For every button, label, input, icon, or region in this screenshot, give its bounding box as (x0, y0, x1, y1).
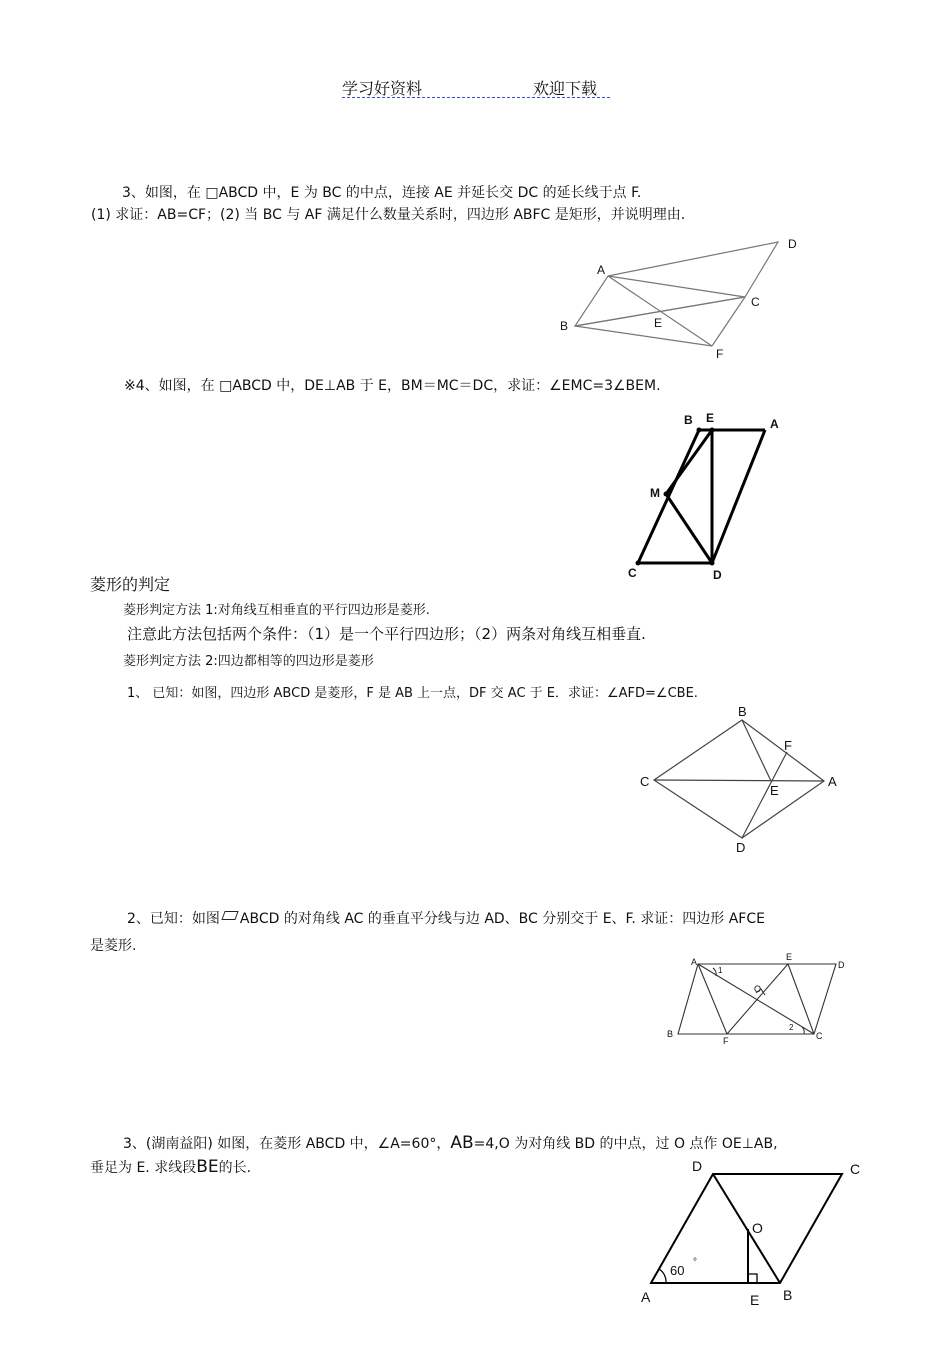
fig3-label-f: F (784, 738, 792, 753)
fig2-label-m: M (650, 486, 660, 500)
question-3-ab: AB (450, 1133, 474, 1153)
fig5-label-c: C (850, 1161, 861, 1177)
question-3-line1-part-b: =4,O 为对角线 BD 的中点，过 O 点作 OE⊥AB, (473, 1136, 778, 1152)
header-right: 欢迎下载 (533, 79, 598, 98)
problem-3-line2: (1) 求证：AB=CF；(2) 当 BC 与 AF 满足什么数量关系时，四边形 ABFC 是矩形，并说明理由. (91, 207, 686, 223)
fig3-label-c: C (640, 774, 650, 789)
fig1-label-f: F (716, 347, 724, 361)
fig2-label-a: A (770, 417, 779, 431)
header-left: 学习好资料 (342, 79, 423, 98)
fig1-label-c: C (751, 295, 760, 309)
fig5-label-d: D (692, 1158, 703, 1174)
fig4-label-o: O (754, 984, 762, 994)
question-3-be: BE (196, 1157, 219, 1177)
fig5-label-a: A (641, 1289, 651, 1305)
question-3-line2-part-b: 的长. (218, 1160, 252, 1176)
fig1-label-a: A (597, 263, 606, 277)
method-note: 注意此方法包括两个条件：（1）是一个平行四边形；（2）两条对角线互相垂直. (127, 625, 646, 643)
fig1-label-e: E (654, 316, 663, 330)
fig2-label-c: C (628, 566, 637, 580)
fig4-label-1: 1 (718, 966, 723, 975)
fig5-degree-mark: ° (693, 1257, 697, 1268)
fig3-label-e: E (770, 783, 779, 798)
question-2-rest: ABCD 的对角线 AC 的垂直平分线与边 AD、BC 分别交于 E、F. 求证：四边形 AFCE (239, 911, 765, 927)
fig5-label-b: B (783, 1287, 793, 1303)
fig3-label-d: D (736, 840, 746, 855)
problem-3-line1: 3、如图，在 □ABCD 中，E 为 BC 的中点，连接 AE 并延长交 DC 的延长线于点 F. (122, 185, 642, 201)
method-2: 菱形判定方法 2:四边都相等的四边形是菱形 (123, 654, 374, 669)
question-2-line2: 是菱形. (90, 938, 137, 954)
section-title: 菱形的判定 (90, 575, 171, 594)
question-3-line2-part-a: 垂足为 E. 求线段 (90, 1160, 197, 1176)
fig4-label-a: A (691, 957, 698, 967)
fig4-label-2: 2 (789, 1023, 794, 1032)
fig5-label-e: E (750, 1292, 760, 1308)
problem-4-line1: ※4、如图，在 □ABCD 中，DE⊥AB 于 E，BM＝MC＝DC，求证：∠EMC=3∠BEM. (124, 378, 661, 394)
fig3-label-a: A (828, 774, 837, 789)
fig3-label-b: B (738, 704, 747, 719)
question-3-line1-part-a: 3、(湖南益阳) 如图，在菱形 ABCD 中，∠A=60°， (123, 1136, 451, 1152)
fig4-label-f: F (723, 1036, 729, 1046)
fig1-label-b: B (560, 319, 569, 333)
fig5-label-o: O (752, 1220, 763, 1236)
fig2-label-b: B (684, 413, 693, 427)
question-2-prefix: 2、已知：如图 (127, 911, 220, 927)
fig5-angle-label: 60 (670, 1263, 685, 1278)
fig4-label-e: E (786, 952, 793, 962)
method-1: 菱形判定方法 1:对角线互相垂直的平行四边形是菱形. (123, 603, 430, 618)
fig4-label-b: B (667, 1029, 674, 1039)
fig4-label-c: C (816, 1031, 823, 1041)
fig2-label-d: D (713, 568, 722, 582)
fig1-label-d: D (788, 237, 797, 251)
fig4-label-d: D (838, 960, 845, 970)
fig2-label-e: E (706, 411, 715, 425)
question-1-text: 1、 已知：如图，四边形 ABCD 是菱形，F 是 AB 上一点，DF 交 AC 于 E．求证：∠AFD=∠CBE. (127, 686, 698, 701)
